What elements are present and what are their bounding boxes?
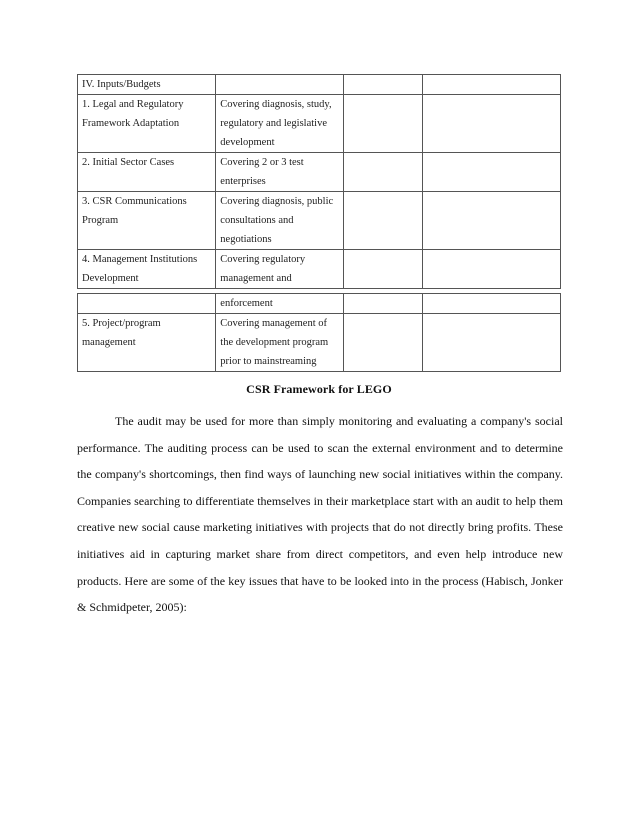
table-cell	[344, 192, 422, 250]
table-cell: Covering 2 or 3 test enterprises	[216, 153, 344, 192]
table-cell	[78, 294, 216, 314]
table-cell: 3. CSR Communications Program	[78, 192, 216, 250]
table-cell: IV. Inputs/Budgets	[78, 75, 216, 95]
table-cell: 5. Project/program management	[78, 314, 216, 372]
table-cell	[422, 153, 560, 192]
budget-table-part2	[77, 293, 561, 372]
table-cell	[422, 75, 560, 95]
table-cell	[344, 294, 422, 314]
section-heading: CSR Framework for LEGO	[246, 382, 392, 396]
table-cell	[344, 250, 422, 289]
table-cell	[422, 250, 560, 289]
table-cell	[422, 314, 560, 372]
table-row	[78, 75, 561, 95]
body-text	[77, 408, 563, 621]
table-cell: Covering management of the development program prior to mainstreaming	[216, 314, 344, 372]
table-cell	[344, 95, 422, 153]
table-row	[78, 153, 561, 192]
budget-table-part1	[77, 74, 561, 289]
table-row	[78, 250, 561, 289]
table-row	[78, 95, 561, 153]
table-cell	[344, 75, 422, 95]
table-cell: enforcement	[216, 294, 344, 314]
table-cell	[422, 95, 560, 153]
table-row	[78, 294, 561, 314]
table-cell: 1. Legal and Regulatory Framework Adaptation	[78, 95, 216, 153]
table-cell	[216, 75, 344, 95]
table-cell: Covering diagnosis, public consultations and negotiations	[216, 192, 344, 250]
body-paragraph: The audit may be used for more than simply monitoring and evaluating a company's social performance. The auditing process can be used to scan the external environment and to determine the company's shortcomings, then find ways of launching new social initiatives within the company. Companies searching to differentiate themselves in their marketplace start with an audit to help them creative new social cause marketing initiatives with projects that do not directly bring profits. These initiatives aid in capturing market share from direct competitors, and even help introduce new products. Here are some of the key issues that have to be looked into in the process (Habisch, Jonker & Schmidpeter, 2005):	[77, 414, 563, 615]
table-row	[78, 192, 561, 250]
table-cell: Covering regulatory management and	[216, 250, 344, 289]
table-cell	[344, 153, 422, 192]
table-cell	[422, 294, 560, 314]
table-row	[78, 314, 561, 372]
table-cell	[422, 192, 560, 250]
table-cell: 4. Management Institutions Development	[78, 250, 216, 289]
table-cell: 2. Initial Sector Cases	[78, 153, 216, 192]
table-cell: Covering diagnosis, study, regulatory and legislative development	[216, 95, 344, 153]
table-cell	[344, 314, 422, 372]
